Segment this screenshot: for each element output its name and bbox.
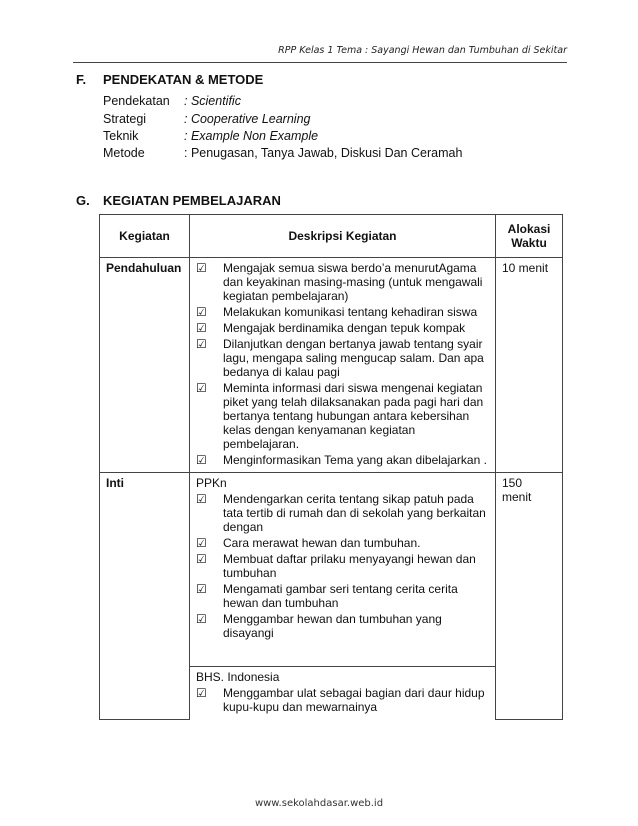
- row-key: Teknik: [103, 129, 139, 143]
- section-g-letter: G.: [76, 193, 90, 208]
- checkbox-icon: ☑: [196, 381, 207, 395]
- list-item: ☑ Menginformasikan Tema yang akan dibelajarkan .: [196, 453, 487, 467]
- checkbox-icon: ☑: [196, 552, 207, 566]
- checklist: [196, 686, 489, 714]
- row-key: Metode: [103, 146, 145, 160]
- list-item: ☑ Mengamati gambar seri tentang cerita cerita hewan dan tumbuhan: [196, 582, 458, 610]
- checkbox-icon: ☑: [196, 492, 207, 506]
- method-row: [103, 146, 462, 160]
- strategy-row: [103, 112, 310, 126]
- list-item: ☑ Meminta informasi dari siswa mengenai kegiatan piket yang telah dilaksanakan pada pagi hari dan bertanya tentang hubungan antara kebersihan kelas dengan kenyamanan kegiatan pembelajaran.: [196, 381, 484, 451]
- checkbox-icon: ☑: [196, 321, 207, 335]
- section-g-title: KEGIATAN PEMBELAJARAN: [103, 193, 281, 208]
- row-value: : Example Non Example: [184, 129, 319, 143]
- list-item: ☑ Menggambar ulat sebagai bagian dari daur hidup kupu-kupu dan mewarnainya: [196, 686, 485, 714]
- list-item: ☑ Melakukan komunikasi tentang kehadiran siswa: [196, 305, 478, 319]
- row-value: : Penugasan, Tanya Jawab, Diskusi Dan Ceramah: [184, 146, 463, 160]
- row-description: [190, 258, 496, 473]
- checkbox-icon: ☑: [196, 453, 207, 467]
- checklist: [196, 261, 489, 467]
- section-f-letter: F.: [76, 72, 87, 87]
- row-key: Pendekatan: [103, 94, 170, 108]
- checkbox-icon: ☑: [196, 686, 207, 700]
- list-item: ☑ Menggambar hewan dan tumbuhan yang disayangi: [196, 612, 442, 640]
- subject-label: PPKn: [196, 476, 227, 490]
- row-description-ppkn: [190, 473, 496, 667]
- checkbox-icon: ☑: [196, 261, 207, 275]
- row-value: : Cooperative Learning: [184, 112, 311, 126]
- page-footer: www.sekolahdasar.web.id: [254, 798, 384, 809]
- header-kegiatan: Kegiatan: [100, 215, 190, 258]
- activity-table: [99, 214, 563, 720]
- row-value: : Scientific: [184, 94, 241, 108]
- list-item: ☑ Mengajak semua siswa berdo’a menurutAgama dan keyakinan masing-masing (untuk mengawali kegiatan pembelajaran): [196, 261, 483, 303]
- page-header: RPP Kelas 1 Tema : Sayangi Hewan dan Tumbuhan di Sekitar: [278, 45, 567, 56]
- row-description-bhs: [190, 667, 496, 720]
- checklist: [196, 492, 489, 640]
- checkbox-icon: ☑: [196, 305, 207, 319]
- row-time: 150 menit: [496, 473, 563, 720]
- table-row-pendahuluan: [100, 258, 563, 473]
- list-item: ☑ Mendengarkan cerita tentang sikap patuh pada tata tertib di rumah dan di sekolah yang berkaitan dengan: [196, 492, 486, 534]
- row-label: Pendahuluan: [100, 258, 190, 473]
- row-key: Strategi: [103, 112, 147, 126]
- checkbox-icon: ☑: [196, 337, 207, 351]
- checkbox-icon: ☑: [196, 536, 207, 550]
- table-row-inti: [100, 473, 563, 667]
- list-item: ☑ Cara merawat hewan dan tumbuhan.: [196, 536, 421, 550]
- header-alokasi: Alokasi Waktu: [496, 215, 563, 258]
- list-item: ☑ Mengajak berdinamika dengan tepuk kompak: [196, 321, 466, 335]
- subject-label: BHS. Indonesia: [196, 670, 280, 684]
- list-item: ☑ Membuat daftar prilaku menyayangi hewan dan tumbuhan: [196, 552, 476, 580]
- approach-row: [103, 94, 241, 108]
- header-rule: [73, 62, 567, 63]
- checkbox-icon: ☑: [196, 582, 207, 596]
- table-header-row: [100, 215, 563, 258]
- list-item: ☑ Dilanjutkan dengan bertanya jawab tentang syair lagu, mengapa saling mengucap salam. Dan apa bedanya di kalau pagi: [196, 337, 484, 379]
- technique-row: [103, 129, 318, 143]
- section-f-title: PENDEKATAN & METODE: [103, 72, 264, 87]
- checkbox-icon: ☑: [196, 612, 207, 626]
- row-time: 10 menit: [496, 258, 563, 473]
- row-label: Inti: [100, 473, 190, 720]
- header-deskripsi: Deskripsi Kegiatan: [190, 215, 496, 258]
